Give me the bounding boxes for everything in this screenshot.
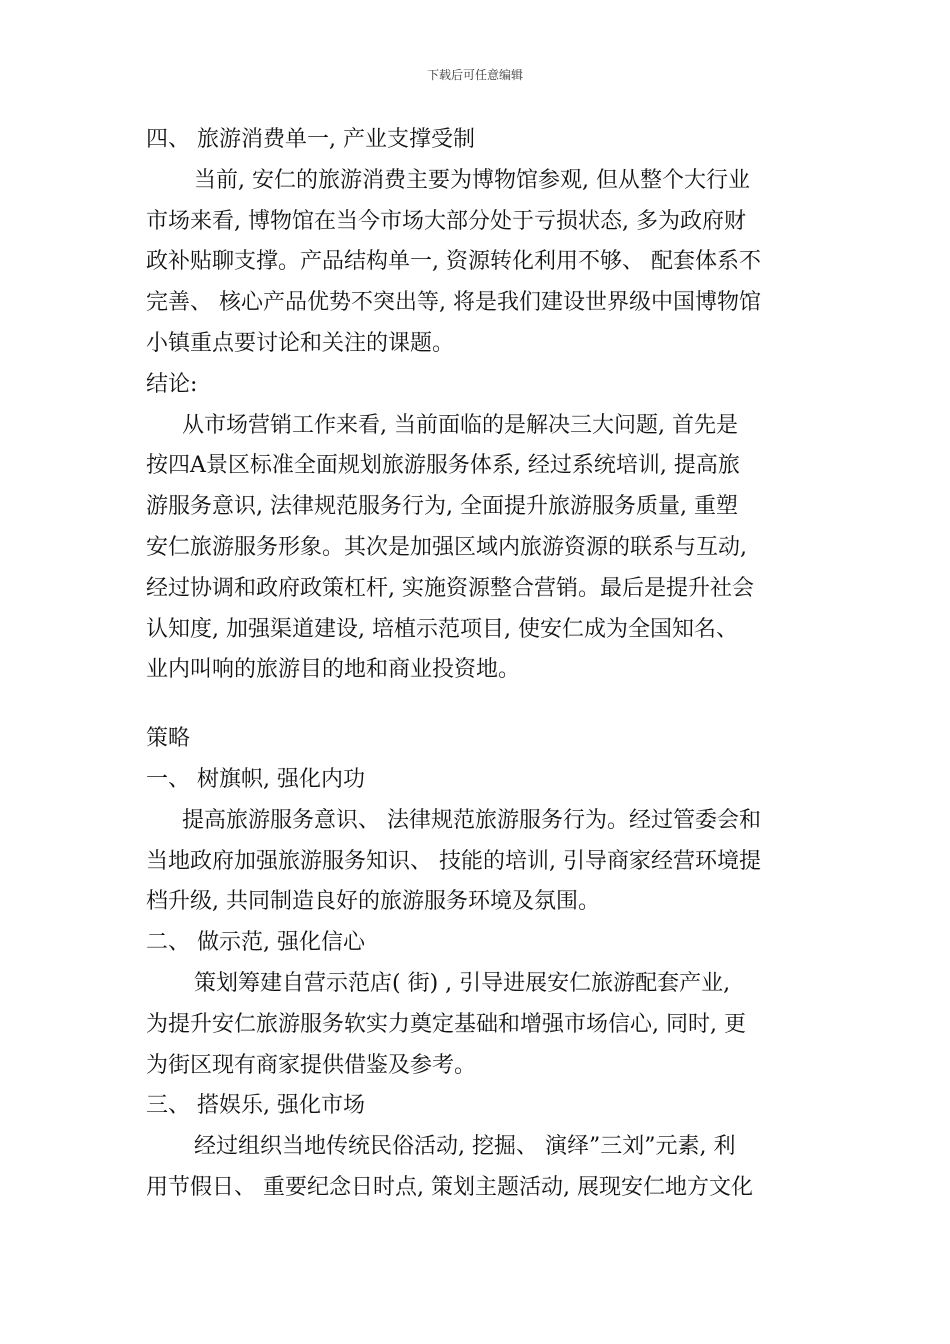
paragraph-line: 认知度, 加强渠道建设, 培植示范项目, 使安仁成为全国知名、	[146, 616, 738, 642]
paragraph-line: 完善、 核心产品优势不突出等, 将是我们建设世界级中国博物馆	[146, 290, 761, 316]
paragraph-line: 小镇重点要讨论和关注的课题。	[146, 330, 455, 356]
paragraph-line: 为提升安仁旅游服务软实力奠定基础和增强市场信心, 同时, 更	[146, 1011, 746, 1037]
paragraph-line: 经过协调和政府政策杠杆, 实施资源整合营销。最后是提升社会	[146, 575, 754, 601]
document-body	[146, 120, 826, 1209]
paragraph-line: 按四A景区标准全面规划旅游服务体系, 经过系统培训, 提高旅	[146, 453, 740, 479]
paragraph-line: 市场来看, 博物馆在当今市场大部分处于亏损状态, 多为政府财	[146, 208, 746, 234]
paragraph-line: 业内叫响的旅游目的地和商业投资地。	[146, 657, 521, 683]
paragraph-line: 从市场营销工作来看, 当前面临的是解决三大问题, 首先是	[182, 412, 738, 438]
paragraph-line: 策划筹建自营示范店( 街) , 引导进展安仁旅游配套产业,	[194, 970, 731, 996]
strategy-heading: 策略	[146, 726, 191, 752]
section-heading-3: 三、 搭娱乐, 强化市场	[146, 1093, 365, 1119]
conclusion-heading: 结论:	[146, 371, 198, 397]
paragraph-line: 为街区现有商家提供借鉴及参考。	[146, 1052, 477, 1078]
paragraph-line: 游服务意识, 法律规范服务行为, 全面提升旅游服务质量, 重塑	[146, 494, 738, 520]
paragraph-line: 政补贴聊支撑。产品结构单一, 资源转化利用不够、 配套体系不	[146, 249, 761, 275]
section-heading-2: 二、 做示范, 强化信心	[146, 930, 365, 956]
paragraph-line: 经过组织当地传统民俗活动, 挖掘、 演绎”三刘”元素, 利	[194, 1134, 736, 1160]
paragraph-line: 提高旅游服务意识、 法律规范旅游服务行为。经过管委会和	[182, 807, 761, 833]
paragraph-line: 当前, 安仁的旅游消费主要为博物馆参观, 但从整个大行业	[194, 167, 750, 193]
paragraph-line: 当地政府加强旅游服务知识、 技能的培训, 引导商家经营环境提	[146, 848, 761, 874]
section-heading-1: 一、 树旗帜, 强化内功	[146, 766, 365, 792]
page-header: 下载后可任意编辑	[426, 68, 523, 82]
paragraph-line: 用节假日、 重要纪念日时点, 策划主题活动, 展现安仁地方文化	[146, 1174, 753, 1200]
section-heading-4: 四、 旅游消费单一, 产业支撑受制	[146, 127, 475, 152]
paragraph-line: 档升级, 共同制造良好的旅游服务环境及氛围。	[146, 889, 600, 915]
blank-line	[146, 691, 826, 719]
paragraph-line: 安仁旅游服务形象。其次是加强区域内旅游资源的联系与互动,	[146, 534, 747, 560]
